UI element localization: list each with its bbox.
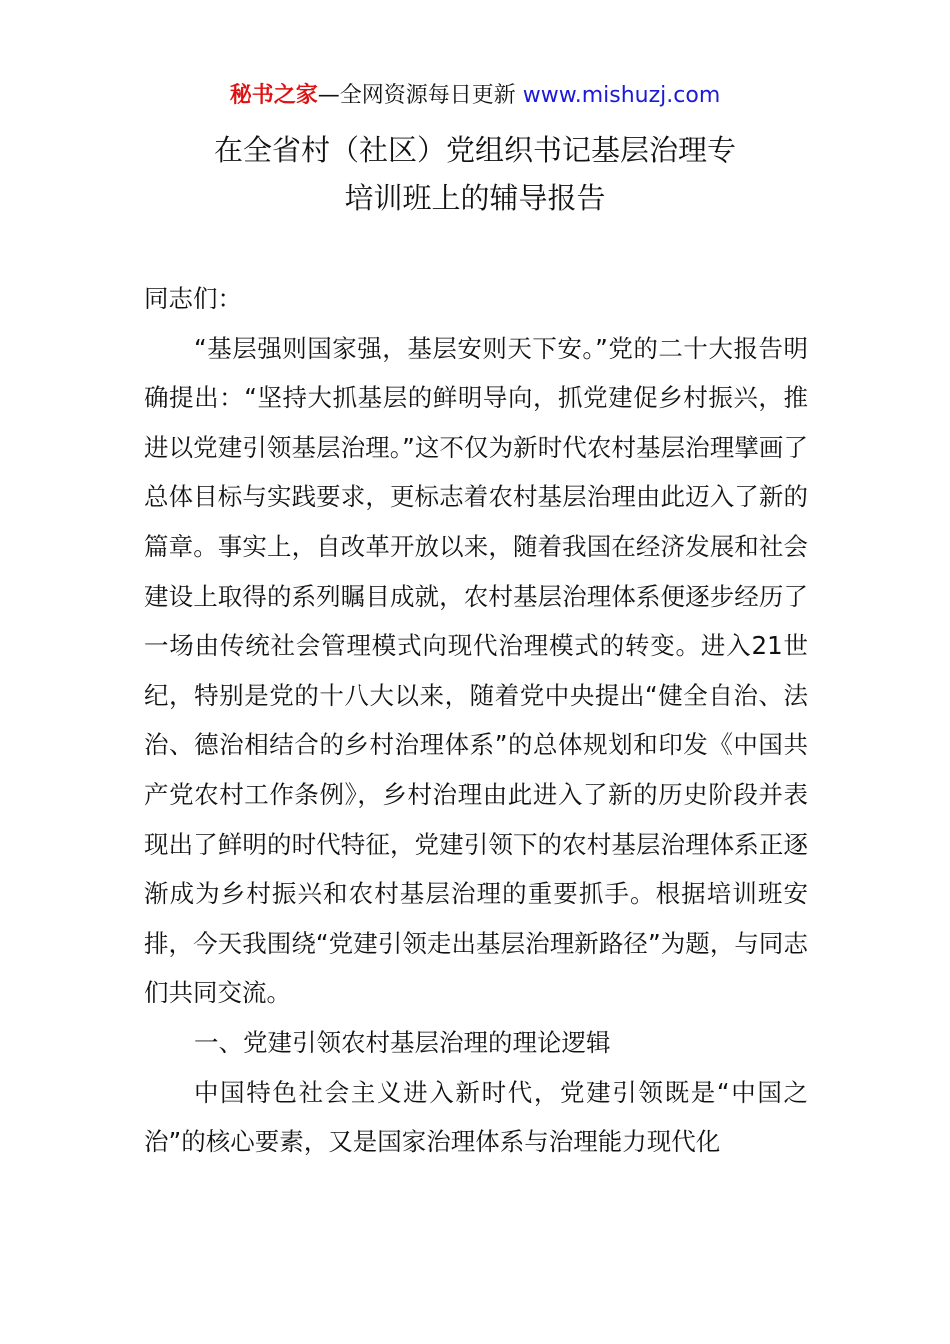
section-heading: 一、党建引领农村基层治理的理论逻辑 <box>194 1027 611 1057</box>
site-header <box>0 80 950 112</box>
document-body <box>144 274 808 1167</box>
document-title <box>0 126 950 222</box>
paragraph-intro: “基层强则国家强，基层安则天下安。”党的二十大报告明确提出：“坚持大抓基层的鲜明导向，抓党建促乡村振兴，推进以党建引领基层治理。”这不仅为新时代农村基层治理擘画了总体目标与实践要求，更标志着农村基层治理由此迈入了新的篇章。事实上，自改革开放以来，随着我国在经济发展和社会建设上取得的系列瞩目成就，农村基层治理体系便逐步经历了一场由传统社会管理模式向现代治理模式的转变。进入21世纪，特别是党的十八大以来，随着党中央提出“健全自治、法治、德治相结合的乡村治理体系”的总体规划和印发《中国共产党农村工作条例》，乡村治理由此进入了新的历史阶段并表现出了鲜明的时代特征，党建引领下的农村基层治理体系正逐渐成为乡村振兴和农村基层治理的重要抓手。根据培训班安排，今天我围绕“党建引领走出基层治理新路径”为题，与同志们共同交流。 <box>144 333 808 1008</box>
salutation: 同志们： <box>144 284 242 313</box>
paragraph-section-1: 中国特色社会主义进入新时代，党建引领既是“中国之治”的核心要素，又是国家治理体系与治理能力现代化 <box>144 1077 808 1157</box>
title-line-1: 在全省村（社区）党组织书记基层治理专 <box>213 133 736 167</box>
site-url-link[interactable]: www.mishuzj.com <box>522 83 721 108</box>
title-line-2: 培训班上的辅导报告 <box>344 181 606 215</box>
header-tagline: —全网资源每日更新 <box>317 83 523 108</box>
brand-name: 秘书之家 <box>229 83 318 108</box>
